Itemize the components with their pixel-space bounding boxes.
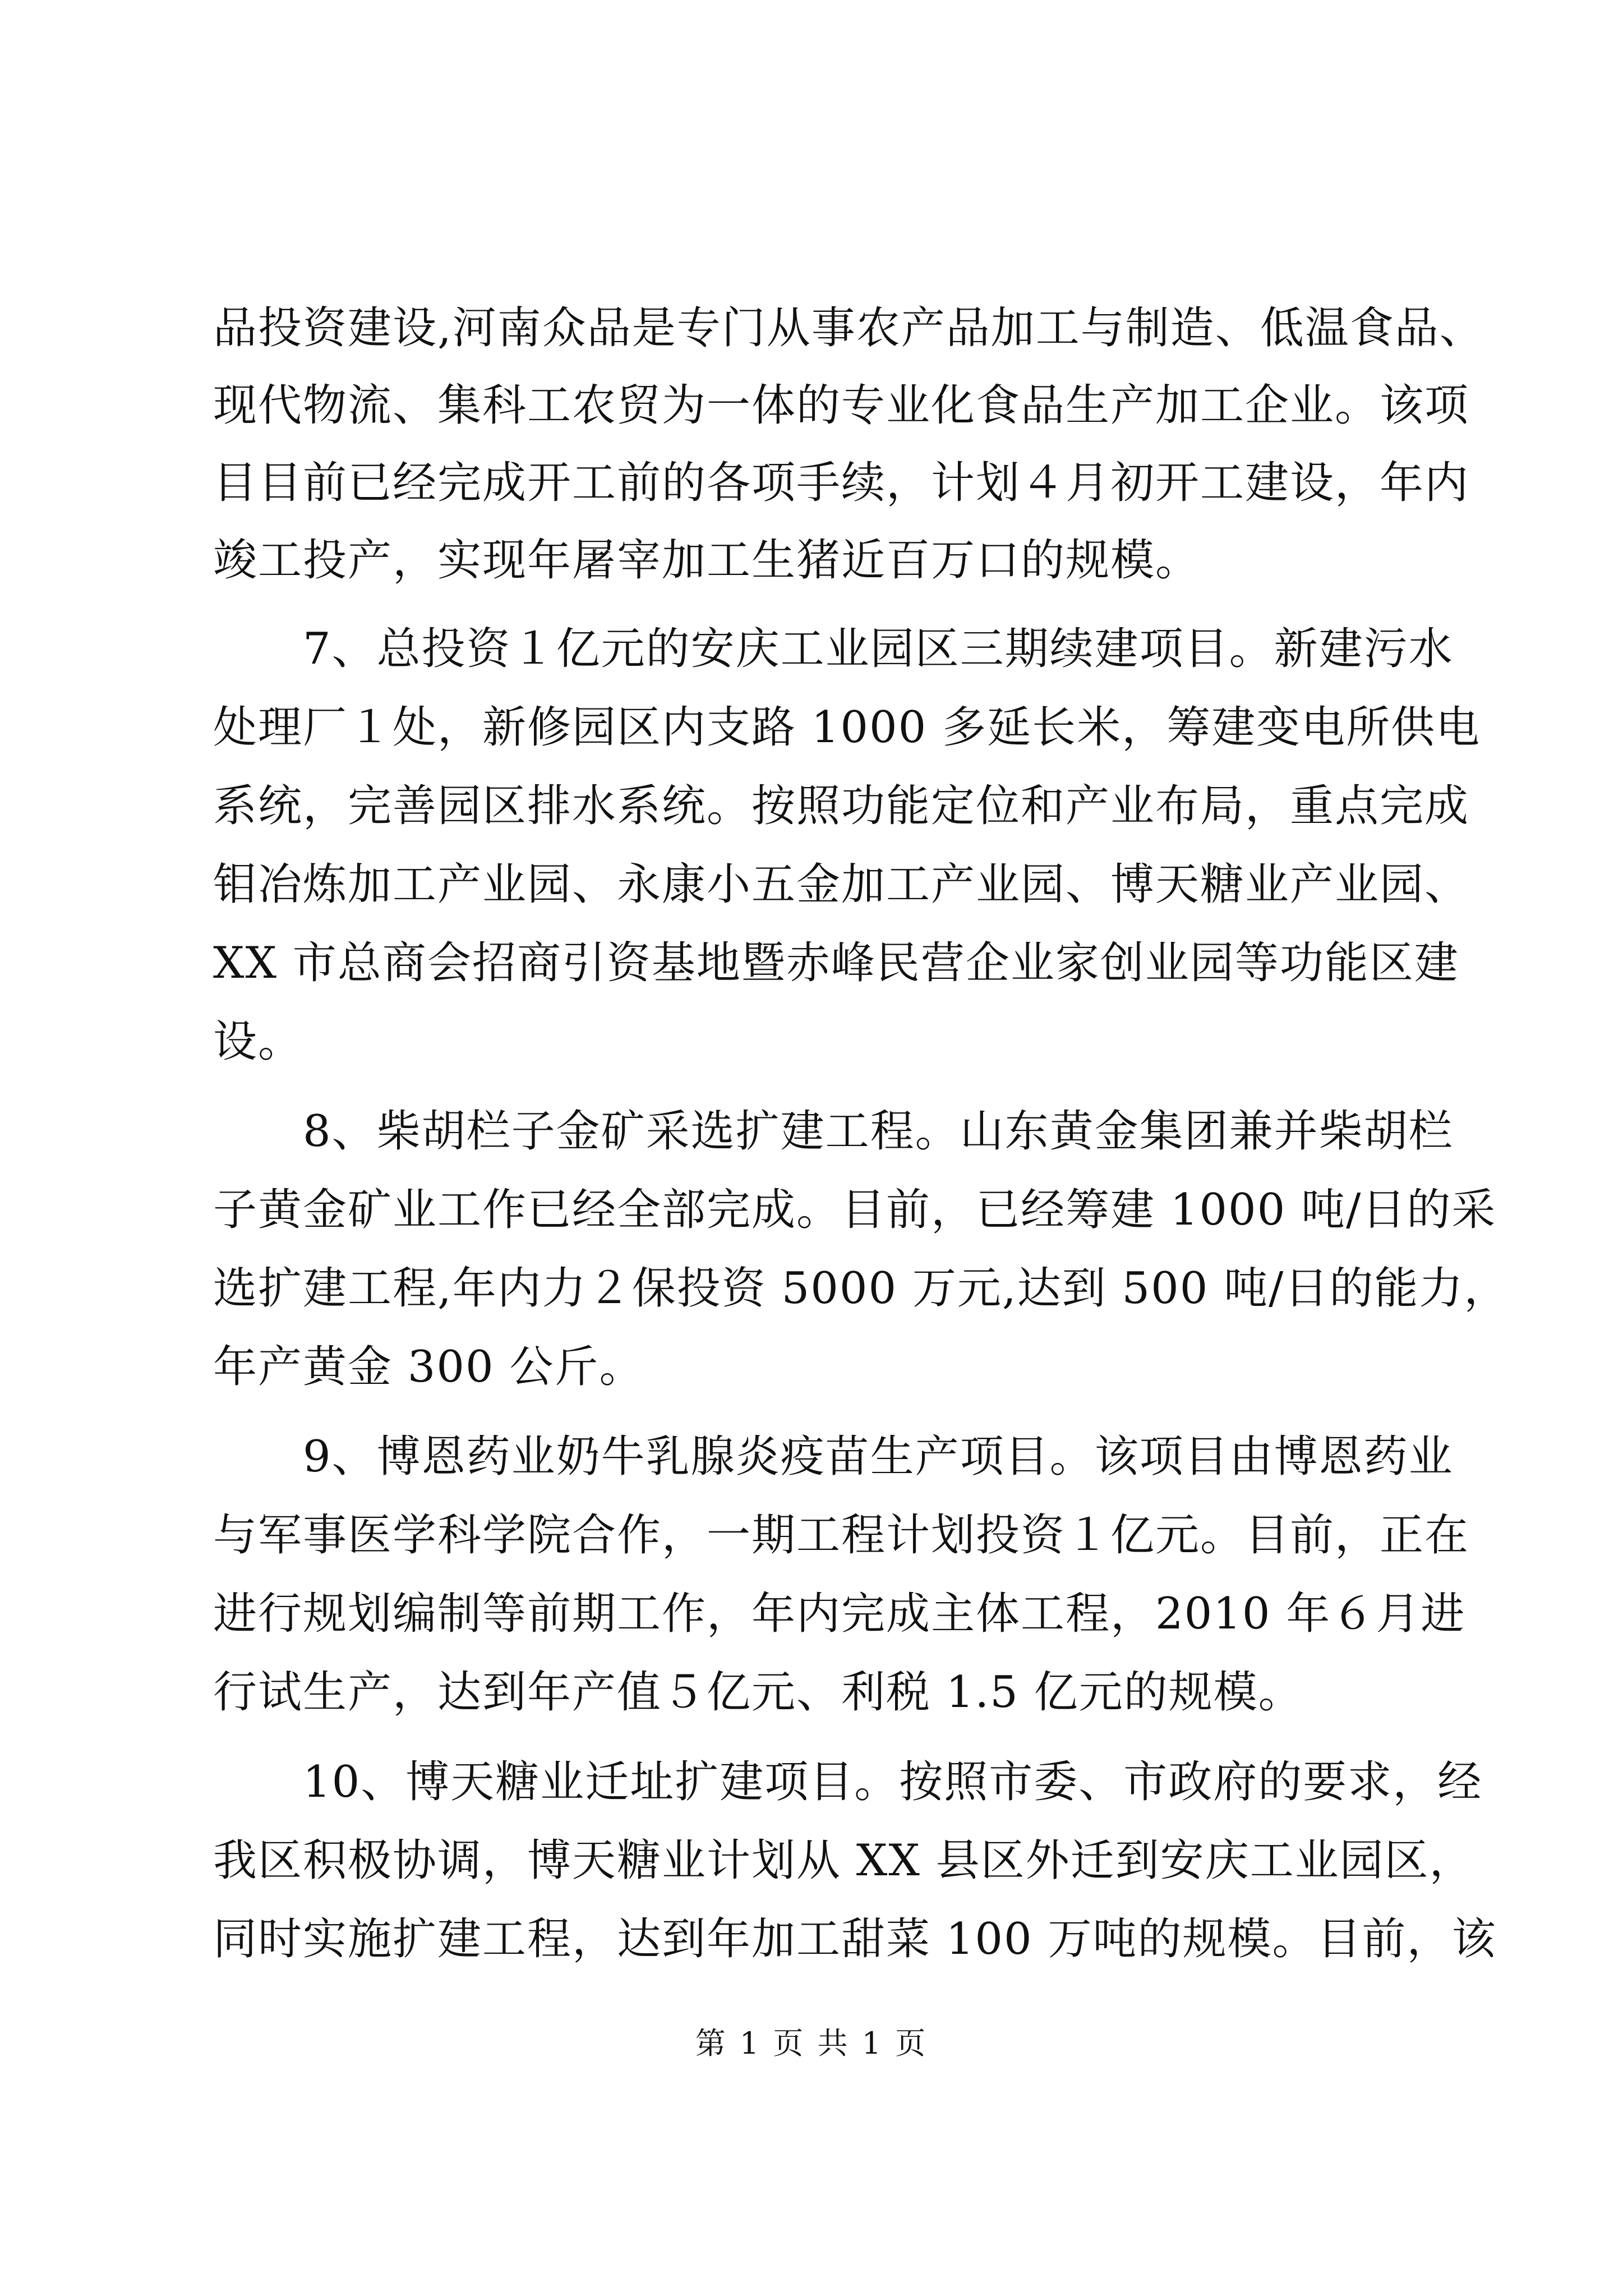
body-line: 竣工投产，实现年屠宰加工生猪近百万口的规模。 [213, 535, 1201, 586]
body-line: XX 市总商会招商引资基地暨赤峰民营企业家创业园等功能区建 [213, 938, 1459, 988]
body-line: 目目前已经完成开工前的各项手续，计划４月初开工建设，年内 [213, 458, 1470, 508]
body-line: 系统，完善园区排水系统。按照功能定位和产业布局，重点完成 [213, 781, 1470, 831]
body-line: 子黄金矿业工作已经全部完成。目前，已经筹建 1000 吨/日的采 [213, 1185, 1497, 1235]
paragraph-7-first-line: 7、总投资１亿元的安庆工业园区三期续建项目。新建污水 [303, 624, 1454, 674]
body-line: 我区积极协调，博天糖业计划从 XX 县区外迁到安庆工业园区， [213, 1835, 1474, 1886]
body-line: 现代物流、集科工农贸为一体的专业化食品生产加工企业。该项 [213, 380, 1470, 431]
body-line: 设。 [213, 1016, 303, 1067]
body-line: 进行规划编制等前期工作，年内完成主体工程，2010 年６月进 [213, 1589, 1466, 1639]
body-line: 处理厂１处，新修园区内支路 1000 多延长米，筹建变电所供电 [213, 702, 1481, 753]
body-line: 品投资建设,河南众品是专门从事农产品加工与制造、低温食品、 [213, 303, 1484, 353]
body-line: 年产黄金 300 公斤。 [213, 1342, 644, 1392]
paragraph-8-first-line: 8、柴胡栏子金矿采选扩建工程。山东黄金集团兼并柴胡栏 [303, 1106, 1454, 1157]
body-line: 行试生产，达到年产值５亿元、利税 1.5 亿元的规模。 [213, 1667, 1303, 1718]
body-line: 选扩建工程,年内力２保投资 5000 万元,达到 500 吨/日的能力， [213, 1263, 1509, 1314]
paragraph-9-first-line: 9、博恩药业奶牛乳腺炎疫苗生产项目。该项目由博恩药业 [303, 1432, 1454, 1482]
body-line: 与军事医学科学院合作，一期工程计划投资１亿元。目前，正在 [213, 1510, 1470, 1561]
page-number-footer: 第 1 页 共 1 页 [695, 2026, 928, 2061]
body-line: 钼冶炼加工产业园、永康小五金加工产业园、博天糖业产业园、 [213, 859, 1470, 910]
paragraph-10-first-line: 10、博天糖业迁址扩建项目。按照市委、市政府的要求，经 [303, 1757, 1483, 1807]
body-line: 同时实施扩建工程，达到年加工甜菜 100 万吨的规模。目前，该 [213, 1914, 1497, 1964]
